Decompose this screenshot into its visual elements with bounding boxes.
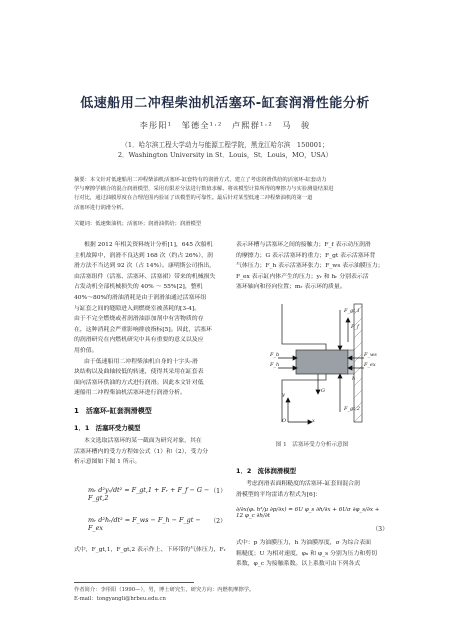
abstract-line: 行对比，通过油膜厚度在合理范围内验证了该模型的可靠性。最后针对某型低速二冲程柴油机的第一道 — [74, 195, 313, 202]
force-diagram-svg — [268, 300, 378, 428]
paper-title: 低速船用二冲程柴油机活塞环-缸套润滑性能分析 — [80, 96, 370, 111]
abstract-line: 活塞环进行润滑分析。 — [74, 204, 127, 211]
text-line: 占发动机全部机械损失的 40% ～ 55%[2]，整机 — [74, 284, 203, 291]
text-line: 表示环槽与活塞环之间的接触力；F_f 表示动压润滑 — [236, 242, 371, 248]
text-line: 在，这种消耗会严重影响排放指标[5]。因此，活塞环 — [74, 326, 212, 333]
equation-3-number: （3） — [372, 526, 389, 533]
oil-film — [348, 350, 354, 374]
text-line: 系数，φ_c 为接触系数。以上系数可由下列各式 — [236, 561, 361, 568]
affiliation-2: 2．Washington University in St．Louis，St．Louis，MO，USA） — [117, 151, 333, 159]
equation-1-number: （1） — [210, 488, 227, 495]
equation-3: ∂/∂x(φₓ h³/μ ∂p/∂x) = 6U φ_s ∂h/∂x + 6Uσ ∂φ_s/∂x + 12 φ_c ∂h/∂t — [236, 507, 380, 519]
equation-1: mᵣ d²yᵣ/dt² = F_gt,1 + Fᵣ + F_f − G − F_gt,2 — [88, 486, 210, 502]
footnote-rule — [74, 582, 194, 583]
text-line: F_ex 表示缸内体产生的压力；yᵣ 和 hᵣ 分别表示活 — [236, 273, 369, 280]
label-fgt2: F_gt,2 — [344, 406, 360, 412]
text-line: 气体压力；F_h 表示活塞环张力；F_ws 表示油膜压力； — [236, 263, 384, 270]
label-fgt1: F_gt,1 — [344, 308, 360, 314]
abstract-line: 学与摩擦学耦合的混合润滑模型，采用有限差分法进行数值求解。将该模型计算所得的摩擦力与实验测量结果进 — [74, 186, 334, 193]
author-email: E-mail：tongyangli@hrbeu.edu.cn — [74, 595, 166, 602]
text-line: 根据 2012 年相关资料统计分析[1]，645 次船机 — [84, 242, 213, 248]
text-line: 滑模型的平均雷诺方程式为[6]： — [236, 491, 321, 498]
label-x-axis: x — [312, 418, 315, 424]
author-bio: 作者简介：李彤阳（1990—），男，博士研究生，研究方向：内燃机摩擦学。 — [74, 587, 255, 593]
equation-symbols-text: 式中，F_gt,1，F_gt,2 表示作上、下环带的气体压力，Fᵣ — [74, 547, 226, 553]
reynolds-symbols-text — [236, 538, 388, 570]
text-line: 主机故障中，润滑不良达到 168 次（约占 26%），润 — [74, 252, 213, 259]
text-line: 用价值。 — [74, 347, 98, 354]
text-line: 的摩擦力；G 表示活塞环的重力；F_gt 表示活塞环背 — [236, 252, 376, 259]
footnote — [74, 586, 384, 603]
text-line: 由于低速船用二冲程柴油机自身的十字头-滑 — [84, 358, 198, 365]
text-line: 与缸套之间的缝隙进入到燃烧室被蒸耗的[3-4]。 — [74, 305, 201, 312]
text-line: 滑方法不当达到 92 次（占 14%）。康明斯公司指出， — [74, 263, 216, 270]
lubrication-model-text — [236, 479, 388, 500]
text-line: 式中：p 为油膜压力，h 为油膜厚度，σ 为综合表面 — [236, 540, 372, 546]
figure-1-caption: 图 1 活塞环受力分析示意图 — [275, 442, 349, 448]
text-line: 考虑润滑表面粗糙度的活塞环-缸套间混合润 — [246, 481, 360, 487]
section-heading-1: 1 活塞环-缸套润滑模型 — [74, 407, 152, 415]
text-line: 析示意图如下图 1 所示。 — [74, 459, 141, 466]
figure-1-force-diagram — [268, 300, 378, 428]
abstract — [74, 176, 374, 213]
label-g: G — [321, 388, 325, 394]
abstract-line: 摘要：本文针对低速船用二冲程柴油机活塞环-缸套特有的润滑方式，建立了考虑润滑供给的活塞环-缸套动力 — [74, 177, 327, 183]
intro-text — [74, 240, 226, 399]
label-origin: O — [282, 418, 287, 424]
text-line: 面向活塞环供油的方式进行润滑。因此本文针对低 — [74, 379, 204, 386]
force-model-text — [74, 436, 226, 468]
keywords: 关键词：低速柴油机；活塞环；润滑油供给；润滑模型 — [74, 221, 202, 227]
text-line: 的润滑研究在内燃机研究中具有重要的意义以及应 — [74, 337, 204, 344]
label-fws: F_ws — [364, 352, 377, 358]
piston-ring — [296, 350, 348, 374]
label-ff: F_f — [351, 324, 359, 330]
subsection-heading-1-2: 1．2 流体润滑模型 — [236, 467, 297, 475]
text-line: 速船用二冲程柴油机活塞环进行润滑分析。 — [74, 390, 186, 397]
text-line: 由于不完全燃烧或者润滑油添加剂中有害物质的存 — [74, 316, 204, 323]
label-fex: F_ex — [364, 362, 376, 368]
label-fh: F_h — [270, 362, 280, 368]
text-line: 块结构以及曲轴较低的转速，使得其采用在缸套表 — [74, 369, 204, 376]
text-line: 塞环轴向和径向位置；mᵣ 表示环的质量。 — [236, 284, 346, 291]
cylinder-liner — [354, 304, 362, 422]
affiliation-1: （1．哈尔滨工程大学动力与能源工程学院，黑龙江哈尔滨 150001； — [121, 141, 329, 149]
force-symbols-text — [236, 240, 388, 293]
equation-2-number: （2） — [210, 518, 227, 525]
text-line: 本文选取活塞环的某一截面为研究对象，其在 — [84, 438, 202, 444]
text-line: 粗糙度；U 为相对速度，φₓ 和 φ_s 分别为压力和剪切 — [236, 550, 378, 557]
text-line: 40%～80%的滑油消耗是由于润滑油通过活塞环组 — [74, 294, 207, 301]
label-fb: F_b — [270, 352, 280, 358]
text-line: 活塞环槽内的受力方程如公式（1）和（2），受力分 — [74, 448, 209, 455]
author-list: 李彤阳¹ 邹德全¹·² 卢熙群¹·² 马 骏 — [139, 120, 311, 130]
text-line: 由活塞组件（活塞、活塞环、活塞裙）带来的机械损失 — [74, 273, 216, 280]
label-film-h: h — [352, 376, 356, 382]
equation-2: mᵣ d²hᵣ/dt² = F_ws − F_h − F_gt − F_ex — [88, 516, 201, 532]
label-y-axis: y — [282, 392, 285, 398]
subsection-heading-1-1: 1．1 活塞环受力模型 — [74, 424, 141, 432]
